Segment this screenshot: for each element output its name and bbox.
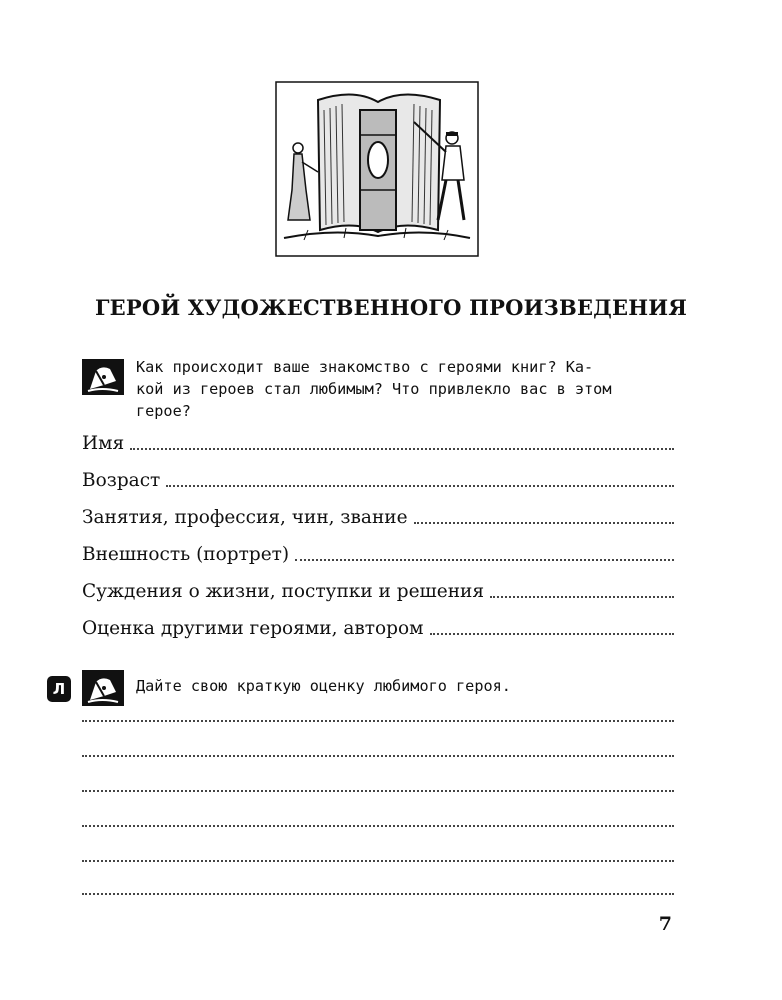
- task1-line: Как происходит ваше знакомство с героями книг? Ка-: [136, 358, 594, 376]
- field-label: Суждения о жизни, поступки и решения: [82, 581, 485, 602]
- field-occupation: [82, 504, 674, 530]
- fill-in-line[interactable]: [414, 522, 674, 524]
- answer-line[interactable]: [82, 860, 674, 862]
- pen-nib-icon: [82, 670, 124, 706]
- field-label: Оценка другими героями, автором: [82, 618, 424, 639]
- field-age: [82, 467, 674, 493]
- answer-line[interactable]: [82, 790, 674, 792]
- page-title: ГЕРОЙ ХУДОЖЕСТВЕННОГО ПРОИЗВЕДЕНИЯ: [94, 295, 688, 320]
- pen-nib-icon: [82, 359, 124, 395]
- field-label: Занятия, профессия, чин, звание: [82, 507, 408, 528]
- field-label: Возраст: [82, 470, 161, 491]
- fill-in-line[interactable]: [130, 448, 674, 450]
- field-assessment: [82, 615, 674, 641]
- field-appearance: [82, 541, 674, 567]
- fill-in-line[interactable]: [295, 559, 674, 561]
- literature-badge: Л: [47, 676, 71, 702]
- book-characters-illustration: [274, 80, 480, 258]
- task1-text: [136, 356, 611, 422]
- field-name: [82, 430, 674, 456]
- answer-line[interactable]: [82, 893, 674, 895]
- task1-line: кой из героев стал любимым? Что привлекло вас в этом: [136, 380, 612, 398]
- fill-in-line[interactable]: [430, 633, 674, 635]
- page-number: 7: [658, 913, 672, 935]
- fill-in-line[interactable]: [490, 596, 674, 598]
- field-judgments: [82, 578, 674, 604]
- answer-line[interactable]: [82, 755, 674, 757]
- field-label: Имя: [82, 433, 125, 454]
- task2-text: Дайте свою краткую оценку любимого героя.: [136, 677, 511, 695]
- answer-line[interactable]: [82, 720, 674, 722]
- task1-line: герое?: [136, 402, 191, 420]
- field-label: Внешность (портрет): [82, 544, 290, 565]
- answer-line[interactable]: [82, 825, 674, 827]
- fill-in-line[interactable]: [166, 485, 674, 487]
